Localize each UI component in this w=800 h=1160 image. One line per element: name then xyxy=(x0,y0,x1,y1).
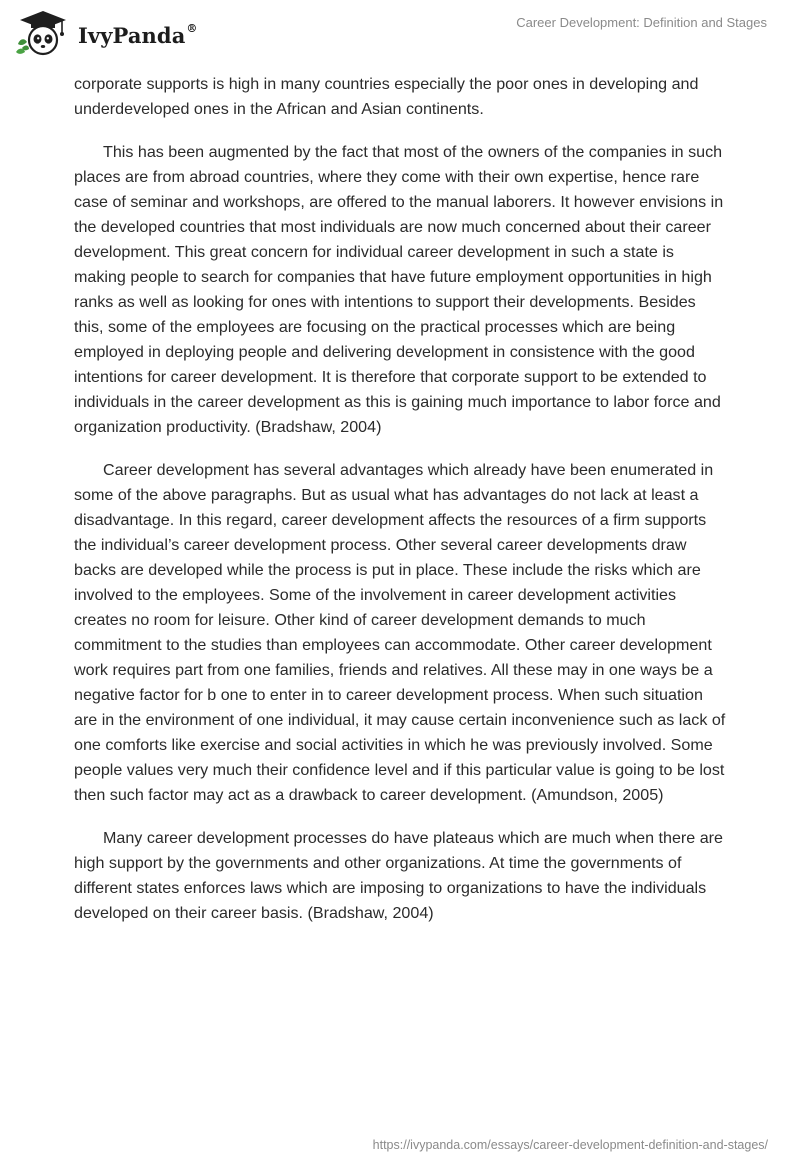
page-header xyxy=(0,0,800,70)
paragraph: Career development has several advantages which already have been enumerated in some of the above paragraphs. But as usual what has advantages do not lack at least a disadvantage. In this regard, career development affects the resources of a firm supports the individual’s career development process. Other several career developments draw backs are developed while the process is put in place. These include the risks which are involved to the employees. Some of the involvement in career development activities creates no room for leisure. Other kind of career development demands to much commitment to the studies than employees can accommodate. Other career development work requires part from one families, friends and relatives. All these may in one ways be a negative factor for b one to enter in to career development process. When such situation are in the environment of one individual, it may cause certain inconvenience such as lack of one comforts like exercise and social activities in which he was previously involved. Some people values very much their confidence level and if this particular value is going to be lost then such factor may act as a drawback to career development. (Amundson, 2005) xyxy=(74,461,726,804)
paragraph: This has been augmented by the fact that most of the owners of the companies in such places are from abroad countries, where they come with their own expertise, hence rare case of seminar and workshops, are offered to the manual laborers. It however envisions in the developed countries that most individuals are now much concerned about their career development. This great concern for individual career development in such a state is making people to search for companies that have future employment opportunities in high ranks as well as looking for ones with intentions to support their developments. Besides this, some of the employees are focusing on the practical processes which are being employed in deploying people and delivering development in consistence with the good intentions for career development. It is therefore that corporate support to be extended to individuals in the career development as this is gaining much importance to labor force and organization productivity. (Bradshaw, 2004) xyxy=(74,143,724,436)
document-title: Career Development: Definition and Stages xyxy=(516,15,767,30)
paragraph: Many career development processes do have plateaus which are much when there are high support by the governments and other organizations. At time the governments of different states enforces laws which are imposing to organizations to have the individuals developed on their career basis. (Bradshaw, 2004) xyxy=(74,829,723,922)
panda-graduate-logo-icon xyxy=(14,8,72,58)
brand-name: IvyPanda® xyxy=(78,21,198,48)
source-url[interactable]: https://ivypanda.com/essays/career-development-definition-and-stages/ xyxy=(372,1138,768,1152)
registered-mark: ® xyxy=(186,21,198,35)
paragraph-continued: corporate supports is high in many countries especially the poor ones in developing and underdeveloped ones in the African and Asian continents. xyxy=(74,75,699,118)
ivypanda-logo[interactable] xyxy=(14,8,198,58)
essay-body xyxy=(74,72,726,944)
